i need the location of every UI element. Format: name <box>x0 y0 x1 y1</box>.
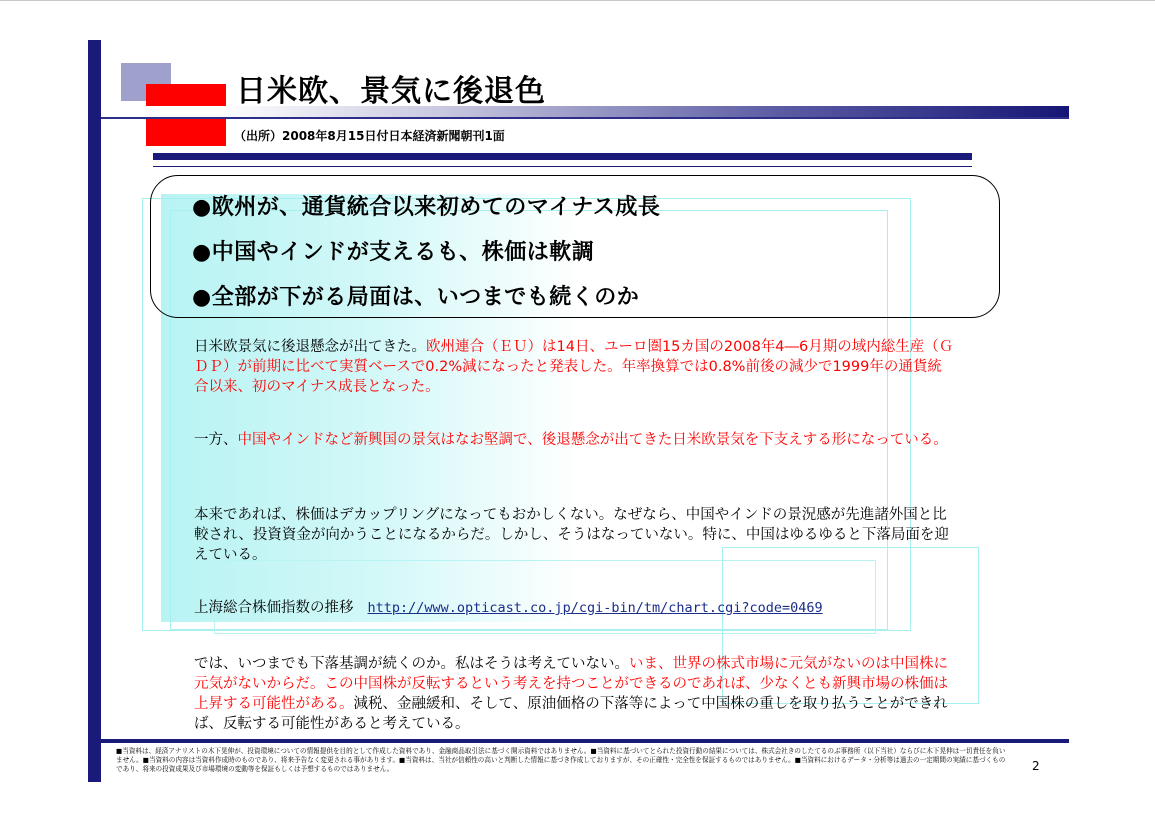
page-number: 2 <box>1032 759 1040 773</box>
paragraph-text: では、いつまでも下落基調が続くのか。私はそうは考えていない。 <box>194 656 629 672</box>
slide-title: 日米欧、景気に後退色 <box>236 74 546 109</box>
paragraph-highlight: 欧州連合（ＥＵ）は14日、ユーロ圏15カ国の2008年4―6月期の域内総生産（ＧＤＰ）が前期に比べて実質ベースで0.2%減になったと発表した。年率換算では0.8%前後の減少で1999年の通貨統合以来、初のマイナス成長となった。 <box>194 339 954 395</box>
paragraph-text: 一方、 <box>194 432 238 448</box>
paragraph-emerging-markets <box>194 430 954 450</box>
paragraph-decoupling: 本来であれば、株価はデカップリングになってもおかしくない。なぜなら、中国やインドの景況感が先進諸外国と比較され、投資資金が向かうことになるからだ。しかし、そうはなっていない。特に、中国はゆるゆると下落局面を迎えている。 <box>194 507 949 563</box>
paragraph-shanghai-index <box>194 598 954 618</box>
title-underline <box>101 117 1069 119</box>
key-point-3: ●全部が下がる局面は、いつまでも続くのか <box>192 285 640 310</box>
key-point-2: ●中国やインドが支えるも、株価は軟調 <box>192 240 595 265</box>
paragraph-text: 減税、金融緩和、そして、原油価格の下落等によって中国株の重しを取り払うことができれば、反転する可能性があると考えている。 <box>194 696 948 732</box>
shanghai-index-chart-link[interactable]: http://www.opticast.co.jp/cgi-bin/tm/chart.cgi?code=0469 <box>367 600 823 616</box>
disclaimer-text: ■当資料は、経済アナリストの木下晃伸が、投資環境についての情報提供を目的として作成した資料であり、金融商品取引法に基づく開示資料ではありません。■当資料に基づいてとられた投資行動の結果については、株式会社きのしたてるのぶ事務所（以下当社）ならびに木下晃伸は一切責任を負いません。■当資料の内容は当資料作成時のものであり、将来予告なく変更される事があります。■当資料は、当社が信頼性の高いと判断した情報に基づき作成しておりますが、その正確性・完全性を保証するものではありません。■当資料におけるデータ・分析等は過去の一定期間の実績に基づくものであり、将来の投資成果及び市場環境の変動等を保証もしくは予想するものではありません。 <box>116 747 1006 773</box>
source-underline-thin <box>153 166 972 167</box>
key-point-1: ●欧州が、通貨統合以来初めてのマイナス成長 <box>192 195 661 220</box>
left-accent-bar <box>88 40 101 782</box>
source-underline-bar <box>153 153 972 160</box>
source-citation: （出所）2008年8月15日付日本経済新聞朝刊1面 <box>234 129 505 143</box>
footer-bar <box>101 739 1069 743</box>
top-rule <box>0 0 1155 1</box>
paragraph-highlight: 中国やインドなど新興国の景気はなお堅調で、後退懸念が出てきた日米欧景気を下支えする形になっている。 <box>237 432 948 448</box>
paragraph-highlight: いま、世界の株式市場に元気がないのは中国株に元気がないからだ。この中国株が反転するという考えを持つことができるのであれば、少なくとも新興市場の株価は上昇する可能性がある。 <box>194 656 948 712</box>
paragraph-outlook <box>194 654 954 734</box>
paragraph-eu-gdp <box>194 337 954 397</box>
paragraph-text: 日米欧景気に後退懸念が出てきた。 <box>194 339 426 355</box>
shanghai-index-label: 上海総合株価指数の推移 <box>194 600 354 616</box>
